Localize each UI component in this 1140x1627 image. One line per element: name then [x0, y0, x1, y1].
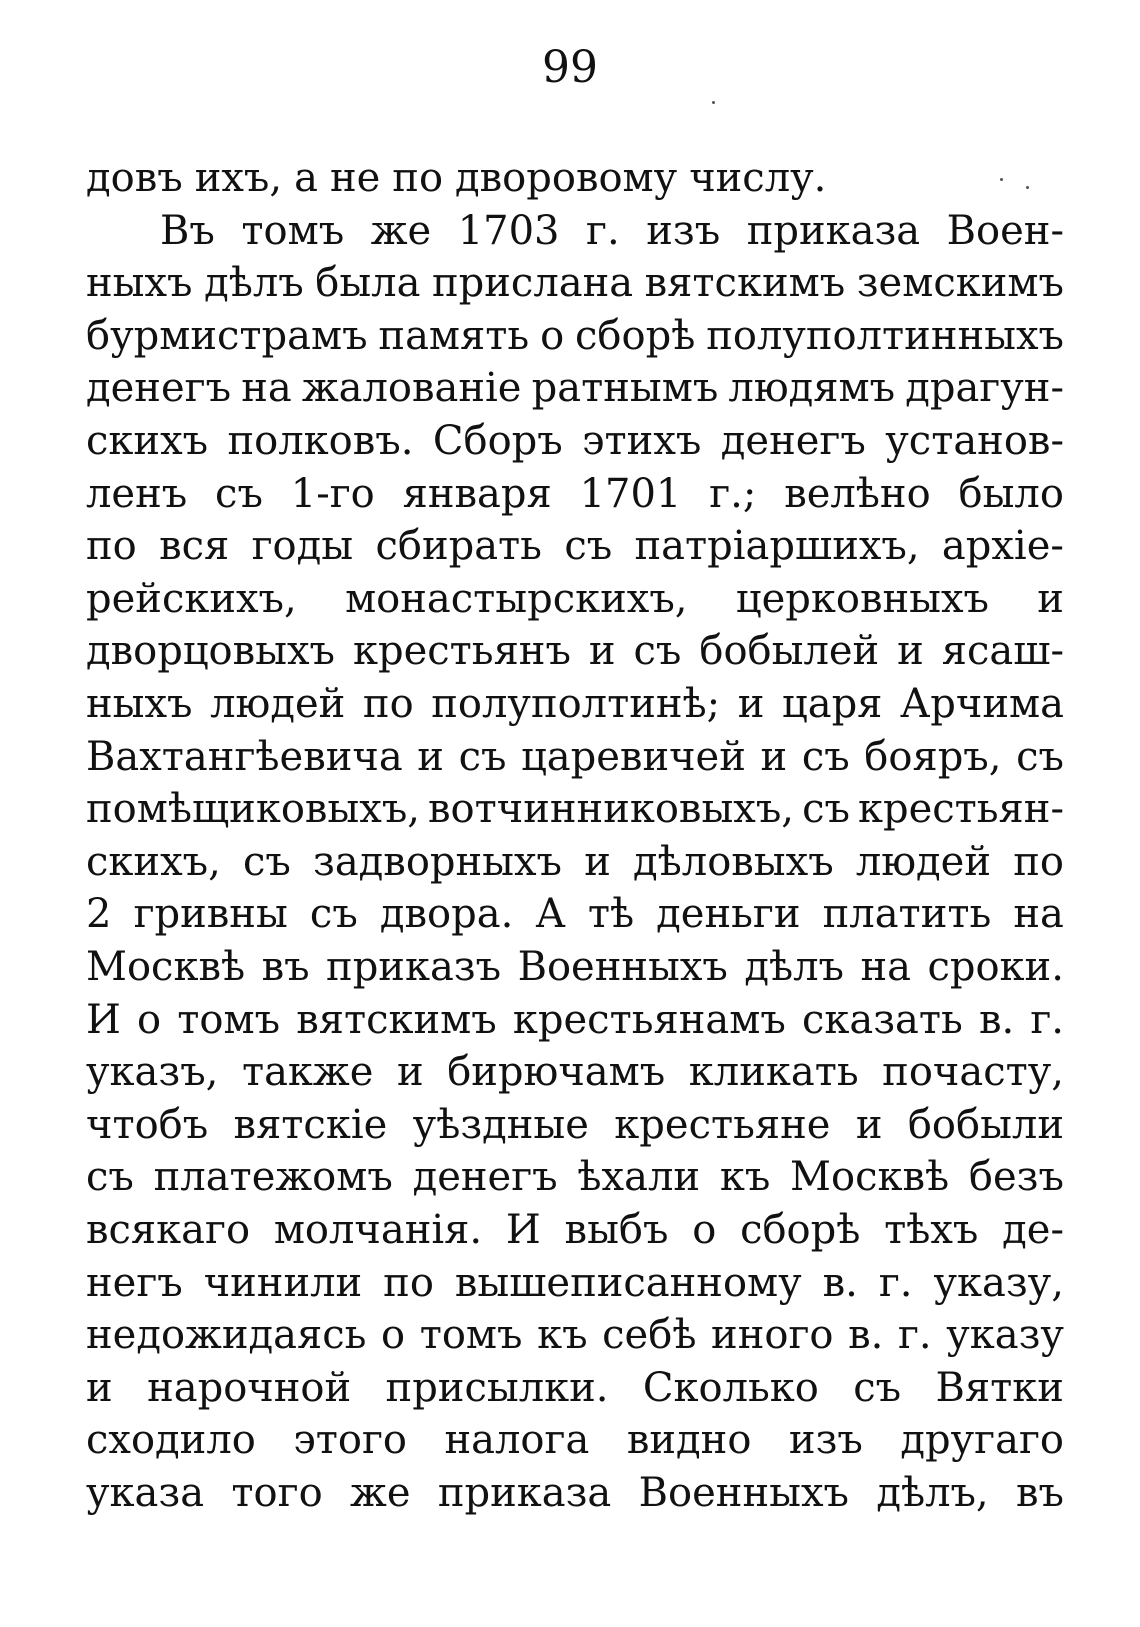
word: платежомъ — [153, 1154, 393, 1201]
print-speck — [1000, 178, 1003, 181]
word: указу — [946, 1312, 1064, 1359]
word: приказъ — [326, 944, 502, 990]
word: сбирать — [375, 523, 542, 570]
word: полуполтинныхъ — [706, 312, 1064, 359]
word: де- — [1002, 1207, 1064, 1253]
text-line — [86, 992, 1064, 1048]
word: съ — [801, 733, 850, 780]
word: дѣлъ, — [876, 1470, 989, 1516]
text-line — [86, 308, 1064, 364]
text-line — [86, 518, 1064, 574]
word: же — [350, 1470, 411, 1516]
text-line — [86, 150, 1064, 206]
word: г. — [897, 1312, 932, 1359]
word: ратнымъ — [531, 365, 719, 412]
word: выбъ — [564, 1207, 669, 1253]
word: крестьян- — [857, 786, 1064, 833]
text-line — [86, 1412, 1064, 1468]
word: в. — [978, 996, 1015, 1043]
text-line — [86, 1149, 1064, 1205]
word: помѣщиковыхъ, — [86, 786, 420, 833]
text-line — [86, 1360, 1064, 1416]
word: вотчинниковыхъ, — [428, 786, 795, 833]
word: также — [241, 1049, 374, 1096]
word: гривны — [133, 891, 288, 938]
word: указа — [86, 1470, 205, 1516]
word: съ — [633, 628, 682, 675]
word: бурмистрамъ — [86, 312, 368, 359]
word: денегъ — [86, 365, 232, 412]
word: января — [402, 470, 552, 517]
text-line — [86, 571, 1064, 627]
word: Военныхъ — [638, 1470, 849, 1516]
word: патріаршихъ, — [634, 523, 920, 570]
text-line — [86, 781, 1064, 837]
word: драгун- — [905, 365, 1064, 412]
word: Военныхъ — [517, 944, 728, 990]
word: приказа — [437, 1470, 612, 1516]
text-line — [86, 466, 1064, 522]
word: память — [378, 312, 530, 359]
word: Москвѣ — [86, 944, 246, 990]
word: ясаш- — [941, 628, 1064, 675]
text-line — [86, 360, 1064, 416]
word: ныхъ — [86, 681, 193, 727]
word: съ — [802, 786, 850, 833]
word: тѣ — [587, 891, 635, 938]
word: вятскимъ — [296, 996, 497, 1043]
word: царевичей — [521, 733, 746, 780]
word: 1703 — [457, 207, 560, 254]
word: и — [760, 733, 788, 780]
word: и — [855, 1101, 883, 1148]
word: сроки. — [927, 944, 1064, 990]
word: ихъ, — [194, 155, 283, 201]
word: г. — [586, 207, 620, 254]
word: 2 — [86, 891, 112, 938]
word: недожидаясь — [86, 1312, 367, 1359]
word: къ — [537, 1312, 588, 1359]
word: деньги — [656, 891, 801, 938]
word: крестьянамъ — [512, 996, 786, 1043]
word: бояръ, — [864, 733, 1002, 780]
word: не — [329, 155, 381, 201]
text-line — [86, 1202, 1064, 1258]
text-line — [86, 676, 1064, 732]
word: г.; — [709, 470, 757, 517]
page-number: 99 — [542, 42, 598, 93]
word: чинили — [203, 1259, 363, 1306]
word: съ — [853, 1364, 902, 1411]
text-line — [86, 886, 1064, 942]
word: ѣхали — [577, 1154, 701, 1201]
word: велѣно — [784, 470, 931, 517]
word: прислана — [432, 260, 634, 307]
word: чтобъ — [86, 1101, 209, 1148]
word: и — [86, 1364, 113, 1411]
word: вся — [159, 523, 230, 570]
word: А — [535, 891, 566, 938]
word: томъ — [177, 996, 281, 1043]
word: съ — [564, 523, 613, 570]
word: Воен- — [946, 207, 1064, 254]
word: крестьянъ — [352, 628, 571, 675]
text-line — [86, 1044, 1064, 1100]
word: бобылей — [699, 628, 880, 675]
word: по — [86, 523, 137, 570]
word: дѣлъ — [204, 260, 304, 307]
word: съ — [242, 838, 291, 885]
text-line — [86, 1465, 1064, 1521]
word: крестьяне — [614, 1101, 831, 1148]
word: вятскимъ — [644, 260, 846, 307]
word: ленъ — [86, 470, 188, 517]
word: дѣловыхъ — [633, 838, 834, 885]
word: сборѣ — [740, 1207, 861, 1253]
word: г. — [878, 1259, 913, 1306]
word: вятскіе — [233, 1101, 388, 1148]
word: къ — [719, 1154, 771, 1201]
word: была — [315, 260, 421, 307]
word: и — [588, 628, 616, 675]
word: Москвѣ — [790, 1154, 950, 1201]
word: всякаго — [86, 1207, 251, 1253]
word: приказа — [746, 207, 921, 254]
word: по — [1013, 838, 1064, 885]
word: скихъ, — [86, 838, 221, 885]
word: бирючамъ — [447, 1049, 666, 1096]
word: съ — [458, 733, 507, 780]
word: сходило — [86, 1417, 256, 1464]
word: рейскихъ, — [86, 575, 297, 622]
word: на — [1013, 891, 1064, 938]
word: сказать — [801, 996, 963, 1043]
word: и — [417, 733, 444, 780]
word: нарочной — [147, 1364, 352, 1411]
word: платить — [822, 891, 992, 938]
word: томъ — [419, 1312, 523, 1359]
word: монастырскихъ, — [345, 575, 688, 622]
word: дворовому — [455, 155, 678, 201]
word: Вахтангѣевича — [86, 733, 403, 780]
word: бобыли — [907, 1101, 1064, 1148]
word: томъ — [241, 207, 345, 254]
print-speck — [1026, 186, 1029, 189]
word: дворцовыхъ — [86, 628, 336, 675]
word: И — [505, 1207, 541, 1253]
word: и — [584, 838, 611, 885]
word: указу, — [933, 1259, 1064, 1306]
word: 1-го — [290, 470, 375, 517]
word: денегъ — [720, 418, 866, 464]
word: въ — [261, 944, 310, 990]
word: дѣлъ — [744, 944, 844, 990]
word: полуполтинѣ; — [431, 681, 721, 727]
word: на — [860, 944, 911, 990]
word: Вятки — [935, 1364, 1064, 1411]
word: о — [692, 1207, 717, 1253]
word: и — [396, 1049, 424, 1096]
word: въ — [1016, 1470, 1064, 1516]
word: Сборъ — [432, 418, 563, 464]
word: вышеписанному — [454, 1259, 802, 1306]
word: в. — [822, 1259, 858, 1306]
word: установ- — [885, 418, 1064, 464]
word: людей — [855, 838, 992, 885]
word: царя — [782, 681, 883, 727]
word: видно — [626, 1417, 752, 1464]
text-line — [86, 1255, 1064, 1311]
word: людямъ — [728, 365, 896, 412]
text-line — [86, 939, 1064, 995]
word: изъ — [788, 1417, 863, 1464]
word: скихъ — [86, 418, 209, 464]
word: тѣхъ — [884, 1207, 979, 1253]
word: и — [897, 628, 924, 675]
word: съ — [215, 470, 263, 517]
word: по — [383, 1259, 434, 1306]
word: людей — [210, 681, 346, 727]
word: ныхъ — [86, 260, 193, 307]
word: о — [540, 312, 565, 359]
word: а — [294, 155, 318, 201]
word: архіе- — [941, 523, 1064, 570]
word: двора. — [379, 891, 514, 938]
word: изъ — [646, 207, 721, 254]
word: негъ — [86, 1259, 183, 1306]
word: и — [1037, 575, 1064, 622]
text-line — [86, 1307, 1064, 1363]
word: иного — [711, 1312, 834, 1359]
word: г. — [1030, 996, 1064, 1043]
word: денегъ — [412, 1154, 558, 1201]
word: по — [362, 681, 414, 727]
word: указъ, — [86, 1049, 219, 1096]
word: Въ — [160, 207, 215, 254]
word: съ — [1016, 733, 1064, 780]
word: уѣздные — [412, 1101, 589, 1148]
word: съ — [309, 891, 358, 938]
word: этого — [293, 1417, 407, 1464]
word: себѣ — [602, 1312, 697, 1359]
word: этихъ — [582, 418, 702, 464]
word: жалованіе — [301, 365, 522, 412]
word: годы — [251, 523, 354, 570]
word: на — [241, 365, 292, 412]
word: кликать — [688, 1049, 859, 1096]
word: земскимъ — [856, 260, 1064, 307]
text-line — [86, 413, 1064, 469]
text-line — [160, 203, 1064, 259]
text-line — [86, 623, 1064, 679]
text-line — [86, 834, 1064, 890]
word: И — [86, 996, 121, 1043]
print-speck — [712, 101, 715, 104]
word: налога — [444, 1417, 590, 1464]
word: Арчима — [900, 681, 1064, 727]
word: присылки. — [385, 1364, 609, 1411]
word: безъ — [968, 1154, 1064, 1201]
word: же — [370, 207, 432, 254]
word: о — [381, 1312, 406, 1359]
word: сборѣ — [575, 312, 696, 359]
word: полковъ. — [227, 418, 414, 464]
word: Сколько — [642, 1364, 819, 1411]
word: о — [137, 996, 162, 1043]
text-line — [86, 1097, 1064, 1153]
word: съ — [86, 1154, 134, 1201]
word: другаго — [900, 1417, 1064, 1464]
text-line — [86, 255, 1064, 311]
word: молчанія. — [273, 1207, 483, 1253]
text-line — [86, 729, 1064, 785]
word: того — [231, 1470, 323, 1516]
word: задворныхъ — [313, 838, 563, 885]
word: почасту, — [882, 1049, 1064, 1096]
word: числу. — [689, 155, 827, 201]
word: было — [958, 470, 1064, 517]
word: в. — [848, 1312, 884, 1359]
word: довъ — [86, 155, 183, 201]
word: по — [392, 155, 444, 201]
word: церковныхъ — [735, 575, 989, 622]
word: 1701 — [579, 470, 682, 517]
word: и — [737, 681, 765, 727]
